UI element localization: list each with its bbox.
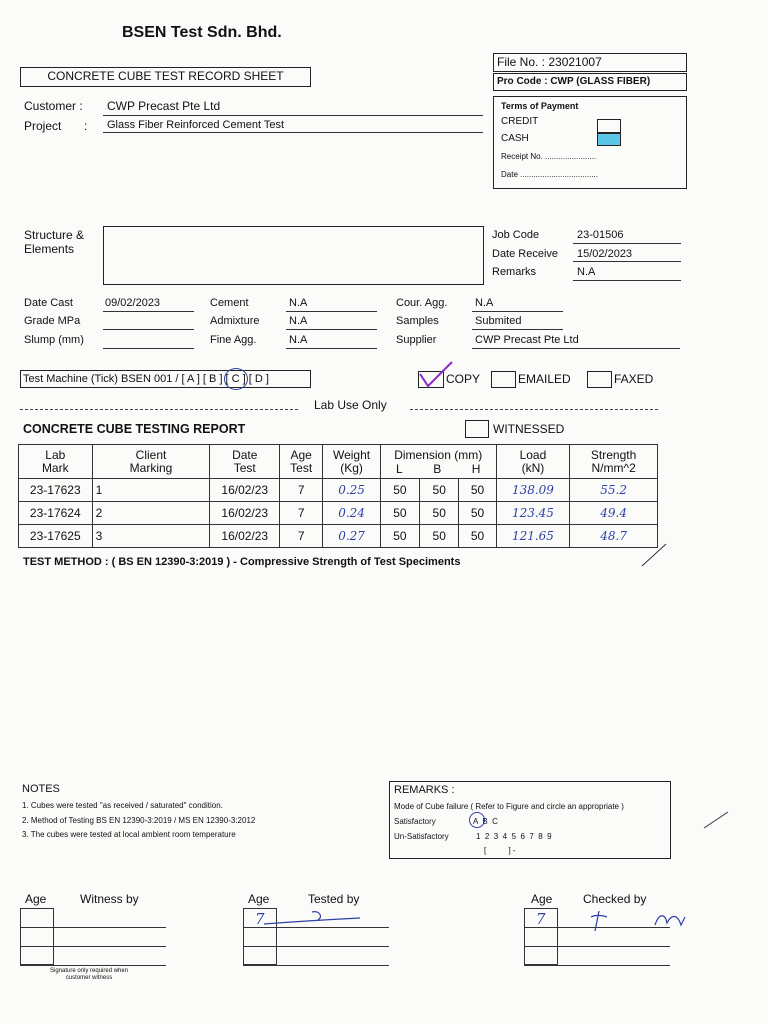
structure-input[interactable] <box>103 226 484 285</box>
satisfactory-label: Satisfactory <box>394 817 436 826</box>
client-marking-cell: 3 <box>92 525 210 548</box>
job-code: 23-01506 <box>577 229 624 241</box>
faxed-checkbox[interactable] <box>587 371 612 388</box>
date-test-cell: 16/02/23 <box>210 525 280 548</box>
dim-h-cell: 50 <box>459 502 496 525</box>
test-machine: Test Machine (Tick) BSEN 001 / [ A ] [ B ] [ C ] [ D ] <box>23 373 269 385</box>
witnessed-checkbox[interactable] <box>465 420 489 438</box>
strength-cell: 49.4 <box>570 502 658 525</box>
cash-checkbox[interactable] <box>597 133 621 146</box>
table-row <box>19 502 658 525</box>
report-table <box>18 444 658 548</box>
col-date-test: Date Test <box>210 445 280 479</box>
payment-box <box>493 96 687 189</box>
load-cell: 123.45 <box>496 502 570 525</box>
credit-checkbox[interactable] <box>597 119 621 133</box>
cement-label: Cement <box>210 297 249 309</box>
coarse-agg-value: N.A <box>475 297 494 309</box>
job-code-label: Job Code <box>492 229 540 241</box>
notes-title: NOTES <box>22 783 60 795</box>
dim-l-cell: 50 <box>380 502 419 525</box>
table-row <box>19 479 658 502</box>
receipt-no: Receipt No. ....................... <box>501 152 597 161</box>
weight-cell: 0.24 <box>323 502 380 525</box>
dim-h-cell: 50 <box>459 525 496 548</box>
remarks-label: Remarks <box>492 266 537 278</box>
remarks-bracket: [ ] - <box>484 846 516 855</box>
supplier-value: CWP Precast Pte Ltd <box>475 334 579 346</box>
file-no-box <box>493 53 687 72</box>
age-test-cell: 7 <box>280 525 323 548</box>
payment-title: Terms of Payment <box>501 101 579 111</box>
payment-cash: CASH <box>501 133 529 144</box>
failure-mode: Mode of Cube failure ( Refer to Figure and circle an appropriate ) <box>394 802 624 811</box>
lab-mark-cell: 23-17625 <box>19 525 93 548</box>
load-cell: 121.65 <box>496 525 570 548</box>
emailed-label: EMAILED <box>518 372 571 386</box>
witness-age-label: Age <box>25 892 47 906</box>
note-item: 3. The cubes were tested at local ambient room temperature <box>22 830 236 839</box>
note-item: 2. Method of Testing BS EN 12390-3:2019 / MS EN 12390-3:2012 <box>22 816 256 825</box>
test-machine-box <box>20 370 311 388</box>
witness-by-label: Witness by <box>80 892 139 906</box>
date-receive-label: Date Receive <box>492 248 559 260</box>
client-marking-cell: 1 <box>92 479 210 502</box>
note-item: 1. Cubes were tested "as received / saturated" condition. <box>22 801 223 810</box>
machine-b-circle <box>224 368 248 390</box>
load-cell: 138.09 <box>496 479 570 502</box>
checked-age-label: Age <box>531 892 553 906</box>
date-test-cell: 16/02/23 <box>210 479 280 502</box>
strength-cell: 55.2 <box>570 479 658 502</box>
tested-age-value: 7 <box>255 910 265 928</box>
supplier-label: Supplier <box>396 334 437 346</box>
coarse-agg-label: Cour. Agg. <box>396 297 448 309</box>
test-method: TEST METHOD : ( BS EN 12390-3:2019 ) - Compressive Strength of Test Speciments <box>23 556 461 568</box>
cement-value: N.A <box>289 297 308 309</box>
checked-age-value: 7 <box>536 910 546 928</box>
grade-label: Grade MPa <box>24 315 81 327</box>
col-load: Load (kN) <box>496 445 570 479</box>
customer-value: CWP Precast Pte Ltd <box>107 99 221 113</box>
dim-l: L <box>396 461 403 476</box>
sheet-title: CONCRETE CUBE TEST RECORD SHEET <box>47 69 284 83</box>
payment-date: Date ................................... <box>501 170 598 179</box>
dim-h: H <box>471 461 481 476</box>
dim-l-cell: 50 <box>380 525 419 548</box>
remarks-value: N.A <box>577 266 596 278</box>
checked-by-label: Checked by <box>583 892 647 906</box>
copy-label: COPY <box>446 372 481 386</box>
lab-mark-cell: 23-17623 <box>19 479 93 502</box>
emailed-checkbox[interactable] <box>491 371 516 388</box>
margin-mark-icon <box>702 808 732 830</box>
project-value: Glass Fiber Reinforced Cement Test <box>107 119 285 131</box>
admixture-label: Admixture <box>210 315 260 327</box>
remarks-title: REMARKS : <box>394 784 455 796</box>
col-dimension <box>380 445 496 479</box>
option-a-circle <box>469 812 485 828</box>
witnessed-label: WITNESSED <box>493 422 565 436</box>
strength-cell: 48.7 <box>570 525 658 548</box>
project-colon: : <box>84 119 88 133</box>
file-no: File No. : 23021007 <box>497 55 602 69</box>
date-test-cell: 16/02/23 <box>210 502 280 525</box>
company-name: BSEN Test Sdn. Bhd. <box>122 24 282 41</box>
dim-h-cell: 50 <box>459 479 496 502</box>
weight-cell: 0.25 <box>323 479 380 502</box>
col-age-test: Age Test <box>280 445 323 479</box>
lab-use-only: Lab Use Only <box>314 398 387 412</box>
dim-l-cell: 50 <box>380 479 419 502</box>
customer-label: Customer : <box>24 99 83 113</box>
project-label: Project <box>24 119 62 133</box>
sheet-title-box <box>20 67 311 87</box>
admixture-value: N.A <box>289 315 308 327</box>
tested-by-label: Tested by <box>308 892 360 906</box>
strike-mark-icon <box>640 540 670 570</box>
weight-cell: 0.27 <box>323 525 380 548</box>
date-cast-label: Date Cast <box>24 297 73 309</box>
checker-signature-icon <box>585 905 695 939</box>
col-client-marking: Client Marking <box>92 445 210 479</box>
date-receive: 15/02/2023 <box>577 248 633 260</box>
unsatisfactory-options: 1 2 3 4 5 6 7 8 9 <box>476 832 552 841</box>
pro-code-box <box>493 73 687 91</box>
age-test-cell: 7 <box>280 479 323 502</box>
pro-code: Pro Code : CWP (GLASS FIBER) <box>497 76 651 87</box>
satisfactory-options: A B C <box>473 817 498 826</box>
age-test-cell: 7 <box>280 502 323 525</box>
dim-b-cell: 50 <box>420 525 459 548</box>
col-strength: Strength N/mm^2 <box>570 445 658 479</box>
payment-credit: CREDIT <box>501 116 539 127</box>
slump-label: Slump (mm) <box>24 334 84 346</box>
fine-agg-label: Fine Agg. <box>210 334 257 346</box>
date-cast: 09/02/2023 <box>105 297 161 309</box>
witness-sign-grid <box>20 908 166 966</box>
lab-mark-cell: 23-17624 <box>19 502 93 525</box>
signature-note: Signature only required when customer witness <box>50 968 129 981</box>
tester-signature-icon <box>260 906 370 930</box>
dimension-label: Dimension (mm) <box>394 447 483 462</box>
dim-b: B <box>433 461 442 476</box>
table-header-row <box>19 445 658 479</box>
structure-label: Structure & Elements <box>24 228 85 256</box>
unsatisfactory-label: Un-Satisfactory <box>394 832 449 841</box>
col-weight: Weight (Kg) <box>323 445 380 479</box>
dim-b-cell: 50 <box>420 502 459 525</box>
dim-b-cell: 50 <box>420 479 459 502</box>
report-title: CONCRETE CUBE TESTING REPORT <box>23 422 246 436</box>
remarks-box <box>389 781 671 859</box>
table-row <box>19 525 658 548</box>
faxed-label: FAXED <box>614 372 654 386</box>
fine-agg-value: N.A <box>289 334 308 346</box>
tested-age-label: Age <box>248 892 270 906</box>
samples-label: Samples <box>396 315 439 327</box>
client-marking-cell: 2 <box>92 502 210 525</box>
col-lab-mark: Lab Mark <box>19 445 93 479</box>
samples-value: Submited <box>475 315 522 327</box>
